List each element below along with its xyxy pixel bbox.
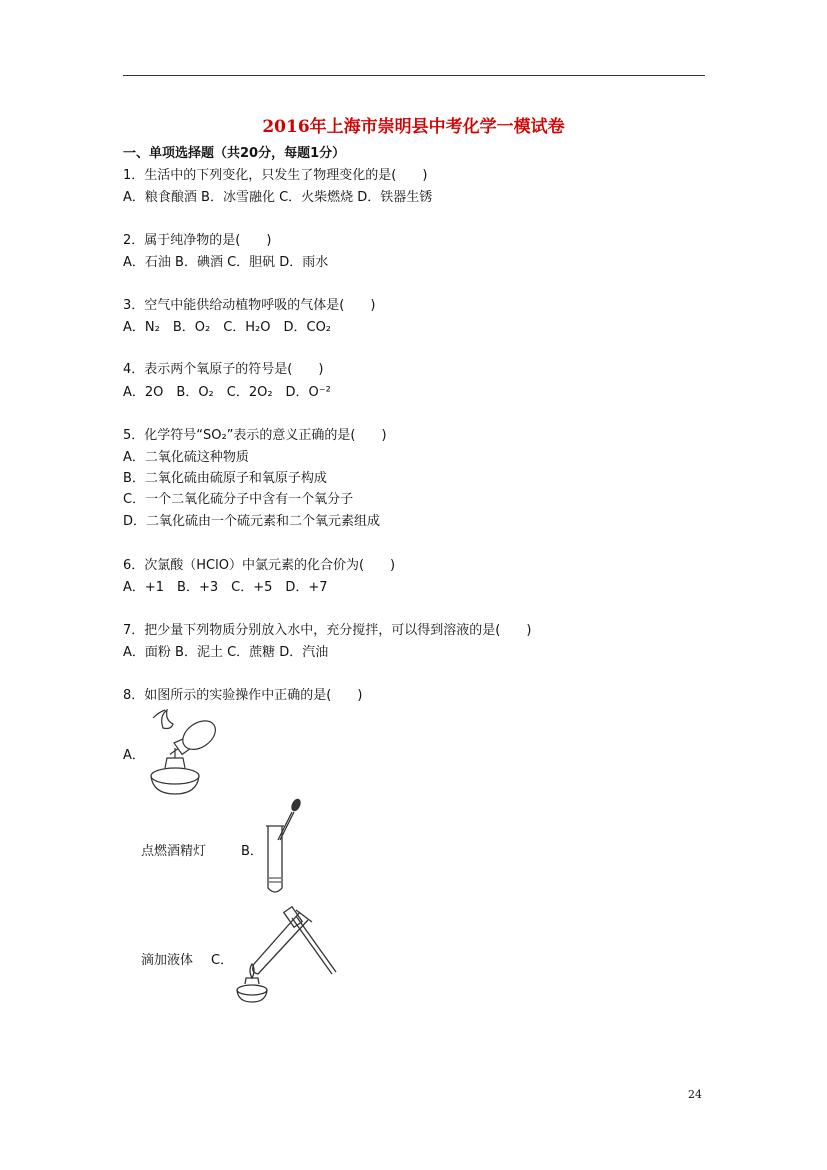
question-1-stem: 1．生活中的下列变化，只发生了物理变化的是( )	[123, 168, 428, 183]
dropper-test-tube-figure	[262, 798, 312, 898]
option-b-caption: 滴加液体	[141, 953, 194, 968]
option-a-caption: 点燃酒精灯	[141, 844, 207, 859]
question-2-stem: 2．属于纯净物的是( )	[123, 233, 272, 248]
question-6-stem: 6．次氯酸（HClO）中氯元素的化合价为( )	[123, 558, 396, 573]
question-4-stem: 4．表示两个氧原子的符号是( )	[123, 362, 324, 377]
header-rule	[123, 75, 705, 76]
option-b-label: B．	[241, 844, 263, 859]
option-a-label: A．	[123, 748, 145, 763]
question-5-option-c: C．一个二氧化硫分子中含有一个氧分子	[123, 492, 354, 507]
option-c-label: C．	[211, 953, 234, 968]
question-5-option-b: B．二氧化硫由硫原子和氧原子构成	[123, 471, 327, 486]
section-heading: 一、单项选择题（共20分，每题1分）	[123, 146, 346, 161]
page-number: 24	[688, 1088, 702, 1101]
heating-test-tube-figure	[232, 904, 337, 1006]
question-3-options: A．N₂ B．O₂ C．H₂O D．CO₂	[123, 320, 332, 335]
question-7-options: A．面粉 B．泥土 C．蔗糖 D．汽油	[123, 645, 329, 660]
exam-title: 2016年上海市崇明县中考化学一模试卷	[262, 117, 565, 137]
question-7-stem: 7．把少量下列物质分别放入水中，充分搅拌，可以得到溶液的是( )	[123, 623, 532, 638]
question-6-options: A．+1 B．+3 C．+5 D．+7	[123, 580, 328, 595]
question-1-options: A．粮食酿酒 B．冰雪融化 C．火柴燃烧 D．铁器生锈	[123, 190, 433, 205]
lighting-alcohol-lamp-figure	[145, 708, 225, 800]
question-5-stem: 5．化学符号“SO₂”表示的意义正确的是( )	[123, 428, 387, 443]
question-2-options: A．石油 B．碘酒 C．胆矾 D．雨水	[123, 255, 329, 270]
question-5-option-a: A．二氧化硫这种物质	[123, 450, 249, 465]
question-5-option-d: D．二氧化硫由一个硫元素和二个氧元素组成	[123, 514, 381, 529]
question-3-stem: 3．空气中能供给动植物呼吸的气体是( )	[123, 298, 376, 313]
question-4-options: A．2O B．O₂ C．2O₂ D．O⁻²	[123, 385, 331, 400]
question-8-stem: 8．如图所示的实验操作中正确的是( )	[123, 688, 363, 703]
